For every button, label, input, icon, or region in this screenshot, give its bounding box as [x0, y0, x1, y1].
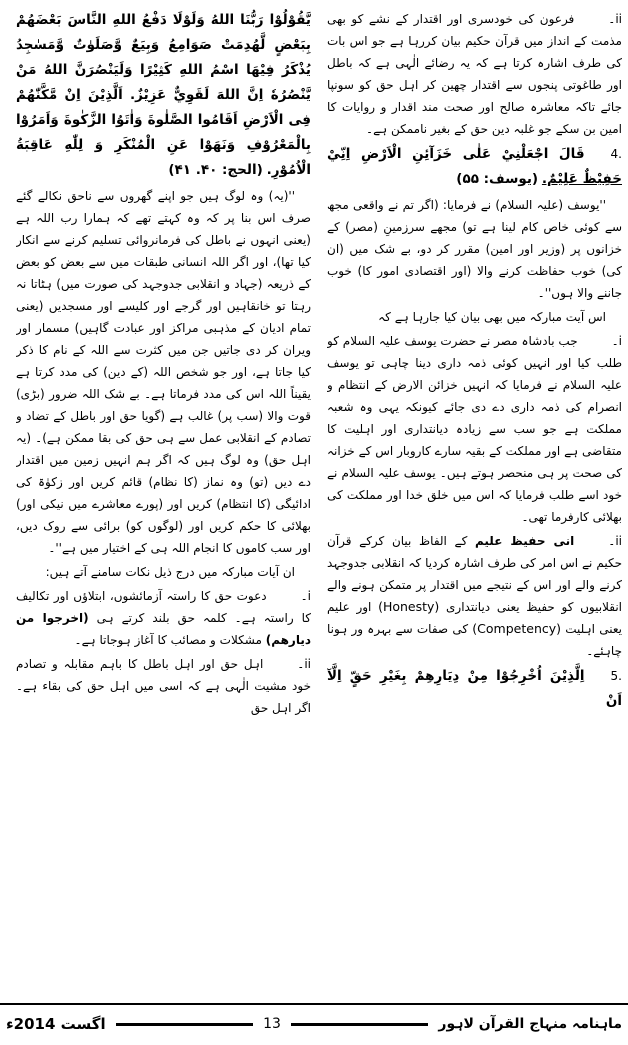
arabic-verse-text: يَّقُوْلُوْا رَبُّنَا اللهُ وَلَوْلَا دَفْعُ اللهِ النَّاسَ بَعْضَهُمْ بِبَعْضٍ لَّهُدِمَتْ صَوَامِعُ وَبِيَعٌ وَّصَلَوٰتٌ وَّمَسٰجِدُ يُذْكَرُ فِيْهَا اسْمُ اللهِ كَثِيْرًا وَلَيَنْصُرَنَّ اللهُ مَنْ يَّنْصُرُهٗ اِنَّ اللهَ لَقَوِيٌّ عَزِيْزٌ. اَلَّذِيْنَ اِنْ مَّكَّنّٰهُمْ فِی الْاَرْضِ اَقَامُوا الصَّلٰوةَ وَاٰتَوُا الزَّكٰوةَ وَاَمَرُوْا بِالْمَعْرُوْفِ وَنَهَوْا عَنِ الْمُنْكَرِ وَ لِلّٰهِ عَاقِبَةُ الْاُمُوْرِ.	[16, 12, 311, 178]
arabic-verse-underlined: حَفِيْظٌ عَلِيْمٌ.	[541, 171, 622, 187]
bold-phrase: (اخرجوا من دیارهم)	[16, 611, 311, 647]
english-term-competency: (Competency)	[472, 621, 562, 636]
point-ii-ahl-e-haq	[16, 653, 311, 719]
point-text: فرعون کی خودسری اور اقتدار کے نشے کو بھی مذمت کے انداز میں قرآن حکیم بیان کررہا ہے جو اس بات کی طرف اشارہ کرتا ہے کہ یہ رضائے الٰہی ہے کہ باطل اور طاغوتی پنجوں سے اقتدار چھین کر اہل حق کو سونپا جائے تاکہ معاشرہ صالح اور صحت مند اقدار و روایات کا امین بن سکے جو غلبہ دین حق کے بغیر ناممکن ہے۔	[327, 12, 622, 136]
point-marker: i۔	[300, 589, 311, 603]
issue-date: اگست 2014ء	[5, 1015, 106, 1033]
magazine-name: ماہنامہ منہاج القرآن لاہور	[438, 1016, 622, 1032]
footer-rule-right	[291, 1023, 428, 1026]
point-text-before: دعوت حق کا راستہ آزمائشوں، ابتلاؤں اور تکالیف کا راستہ ہے۔ کلمہ حق بلند کرتے ہی	[16, 589, 311, 625]
verse-yusuf-55	[327, 142, 622, 192]
column-right	[327, 8, 622, 994]
column-left	[16, 8, 311, 994]
verse-number: 5.	[610, 669, 622, 683]
point-marker: ii۔	[608, 12, 622, 26]
verse-reference: (يوسف: ۵۵)	[456, 171, 539, 187]
verse-reference: (الحج: ۴۰. ۴۱)	[168, 162, 263, 178]
point-marker: i۔	[611, 334, 622, 348]
point-text-1: کے الفاظ بیان کرکے قرآن حکیم نے اس امر کی طرف اشارہ کردیا کہ انقلابی جدوجہد کرنے والے اور اس کے نتیجے میں اقتدار پر متمکن ہونے والے انقلابیوں کو حفیظ یعنی دیانتداری	[327, 534, 622, 614]
verse-number: 4.	[610, 147, 622, 161]
point-text: جب بادشاہ مصر نے حضرت یوسف علیہ السلام کو طلب کیا اور انہیں کوئی ذمہ داری دینا چاہی تو یوسف علیہ السلام نے فرمایا کہ انہیں خزائن الارض کے انتظام و انصرام کی ذمہ داری دے دی جائے کیونکہ یہی وہ شعبہ مملکت ہے جو سب سے زیادہ دیانتداری اور اہلیت کا متقاضی ہے اور مملکت کے بقیہ سارے کاروبار اس کے خزانہ کی صحت پر ہی منحصر ہوتے ہیں۔ یوسف علیہ السلام نے خود اسے طلب فرمایا کہ اس میں خلق خدا اور مملکت کی بھلائی کارفرما تھی۔	[327, 334, 622, 524]
footer-rule-left	[116, 1023, 253, 1026]
point-text: اہل حق اور اہل باطل کا باہم مقابلہ و تصادم خود مشیت الٰہی ہے کہ اسی میں اہل حق کی بقاء ہے۔ اگر اہل حق	[16, 657, 311, 715]
point-marker: ii۔	[608, 534, 622, 548]
point-i-dawat-e-haq	[16, 585, 311, 651]
verse-yusuf-55-translation: ''یوسف (علیہ السلام) نے فرمایا: (اگر تم نے واقعی مجھ سے کوئی خاص کام لینا ہے تو) مجھے سرزمینِ (مصر) کے خزانوں پر (وزیر اور امین) مقرر کر دو، بے شک میں (ان کی) خوب حفاظت کرنے والا (اور اقتصادی امور کا) خوب جاننے والا ہوں''۔	[327, 198, 622, 300]
page-number: 13	[263, 1016, 281, 1032]
point-text-after: مشکلات و مصائب کا آغاز ہوجاتا ہے۔	[74, 633, 266, 647]
point-ii-pharaoh	[327, 8, 622, 140]
ayat-intro-line: اس آیت مبارکہ میں بھی بیان کیا جارہا ہے کہ	[378, 310, 606, 324]
bold-phrase: انی حفیظ علیم	[474, 534, 575, 548]
point-text-2: اور علیم یعنی اہلیت	[327, 600, 622, 636]
arabic-verse-text: اِلَّذِيْنَ اُخْرِجُوْا مِنْ دِيَارِهِمْ بِغَيْرِ حَقٍّ اِلَّآ اَنْ	[327, 668, 622, 709]
point-text-3: کی صفات سے بہرہ ور ہونا چاہئے۔	[327, 622, 622, 658]
arabic-verse-text: قَالَ اجْعَلْنِيْ عَلٰی خَزَآئِنِ الْاَرْضِ اِنِّيْ	[327, 146, 585, 162]
point-ii-hafeez-aleem	[327, 530, 622, 662]
verse-hajj-40-start	[327, 664, 622, 714]
verse-hajj-40-41-continuation	[16, 8, 311, 183]
point-i-yusuf	[327, 330, 622, 528]
verse-hajj-translation: ''(یہ) وہ لوگ ہیں جو اپنے گھروں سے ناحق نکالے گئے صرف اس بنا پر کہ وہ کہتے تھے کہ ہمارا رب اللہ ہے (یعنی انہوں نے باطل کی فرمانروائی تسلیم کرنے سے انکار کیا تھا)، اور اگر اللہ انسانی طبقات میں سے بعض کو بعض کے ذریعہ (جہاد و انقلابی جدوجہد کی صورت میں) ہٹاتا نہ رہتا تو خانقاہیں اور گرجے اور کلیسے اور مسجدیں (یعنی تمام ادیان کے مذہبی مراکز اور عبادت گاہیں) مسمار اور ویران کر دی جاتیں جن میں کثرت سے اللہ کے نام کا ذکر کیا جاتا ہے، اور جو شخص اللہ (کے دین) کی مدد کرتا ہے یقیناً اللہ اس کی مدد فرماتا ہے۔ بے شک اللہ ضرور (بڑی) قوت والا (سب پر) غالب ہے (گویا حق اور باطل کے تضاد و تصادم کے انقلابی عمل سے ہی حق کی بقا ممکن ہے)۔ (یہ اہل حق) وہ لوگ ہیں کہ اگر ہم انہیں زمین میں اقتدار دے دیں (تو) وہ نماز (کا نظام) قائم کریں اور زکوٰۃ کی ادائیگی (کا انتظام) کریں اور (پورے معاشرے میں نیکی اور) بھلائی کا حکم کریں اور (لوگوں کو) برائی سے روک دیں، اور سب کاموں کا انجام اللہ ہی کے اختیار میں ہے''۔	[16, 189, 311, 555]
english-term-honesty: (Honesty)	[378, 599, 440, 614]
point-marker: ii۔	[297, 657, 311, 671]
points-intro-line: ان آیات مبارکہ میں درج ذیل نکات سامنے آتے ہیں:	[45, 565, 295, 579]
page-footer	[0, 1003, 628, 1045]
